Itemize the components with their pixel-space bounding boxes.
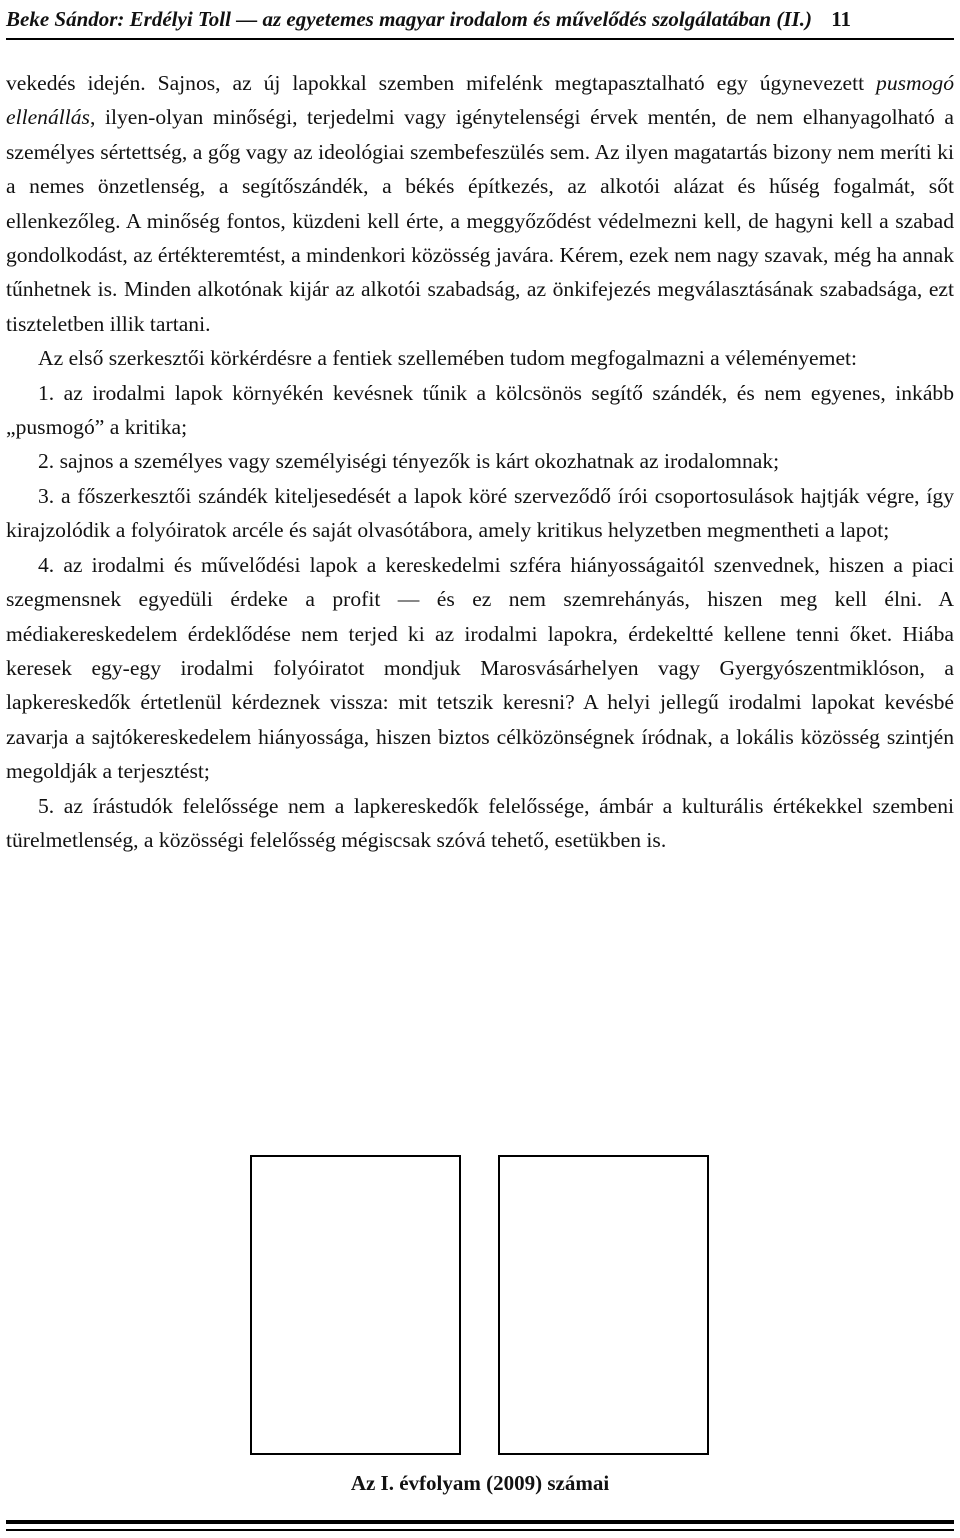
list-item-5: 5. az írástudók felelőssége nem a lapkereskedők felelőssége, ámbár a kulturális értékekkel szembeni türelmetlenség, a közösségi felelősség mégiscsak szóvá tehető, esetükben is. — [6, 793, 954, 852]
paragraph-2: Az első szerkesztői körkérdésre a fentiek szellemében tudom megfogalmazni a véleményemet: — [38, 346, 858, 371]
footer-rule-thin — [6, 1529, 954, 1531]
figure-caption: Az I. évfolyam (2009) számai — [350, 1471, 610, 1495]
paragraph-1 — [6, 66, 954, 341]
list-item-1: 1. az irodalmi lapok környékén kevésnek tűnik a kölcsönös segítő szándék, és nem egyenes, inkább „pusmogó” a kritika; — [6, 380, 954, 440]
paragraph-1-part-a: vekedés idején. Sajnos, az új lapokkal szemben mifelénk megtapasztalható egy úgynevezett — [6, 71, 877, 95]
list-item-2: 2. sajnos a személyes vagy személyiségi tényezők is kárt okozhatnak az irodalomnak; — [38, 449, 780, 474]
running-header — [6, 2, 954, 40]
footer-rule-thick — [6, 1520, 954, 1524]
list-item-4: 4. az irodalmi és művelődési lapok a kereskedelmi szféra hiányosságaitól szenvednek, hiszen a piaci szegmensnek egyedüli érdeke a profit — és ez nem szemrehányás, hiszen meg kell élni. A médiakereskedelem érdeklődése nem terjed ki az irodalmi lapokra, érdekeltté kellene tenni őket. Hiába keresek egy-egy irodalmi folyóiratot mondjuk Marosvásárhelyen vagy Gyergyószentmiklóson, a lapkereskedők értetlenül kérdeznek vissza: mit tetszik keresni? A helyi jellegű irodalmi lapokat kevésbé zavarja a sajtókereskedelem hiányossága, hiszen biztos célközönségnek íródnak, a lokális közösség szintjén megoldják a terjesztést; — [6, 552, 954, 784]
paragraph-1-italic: pusmogó ellenállás — [6, 71, 954, 130]
article-body — [6, 66, 954, 857]
cover-image-1 — [250, 1155, 461, 1455]
page-number: 11 — [831, 7, 852, 31]
paragraph-1-part-b: , ilyen-olyan minőségi, terjedelmi vagy igénytelenségi érvek mentén, de nem elhanyagolható a személyes sértettség, a gőg vagy az ideológiai szembefeszülés sem. Az ilyen magatartás bizony nem meríti ki a nemes önzetlenség, a segítőszándék, a békés építkezés, az alkotói alázat és hűség fogalmát, sőt ellenkezőleg. A minőség fontos, küzdeni kell érte, a meggyőződést védelmezni kell, de hagyni kell a szabad gondolkodást, az értékteremtést, a mindenkori közösség javára. Kérem, ezek nem nagy szavak, még ha annak tűnhetnek is. Minden alkotónak kijár az alkotói szabadság, az önkifejezés megválasztásának szabadsága, ezt tiszteletben illik tartani. — [6, 105, 954, 336]
list-item-3: 3. a főszerkesztői szándék kiteljesedését a lapok köré szerveződő írói csoportosulások hajtják végre, így kirajzolódik a folyóiratok arcéle és saját olvasótábora, amely kritikus helyzetben megmentheti a lapot; — [6, 483, 954, 543]
cover-image-2 — [498, 1155, 709, 1455]
running-title: Beke Sándor: Erdélyi Toll — az egyetemes magyar irodalom és művelődés szolgálatában (II.) — [6, 7, 812, 31]
